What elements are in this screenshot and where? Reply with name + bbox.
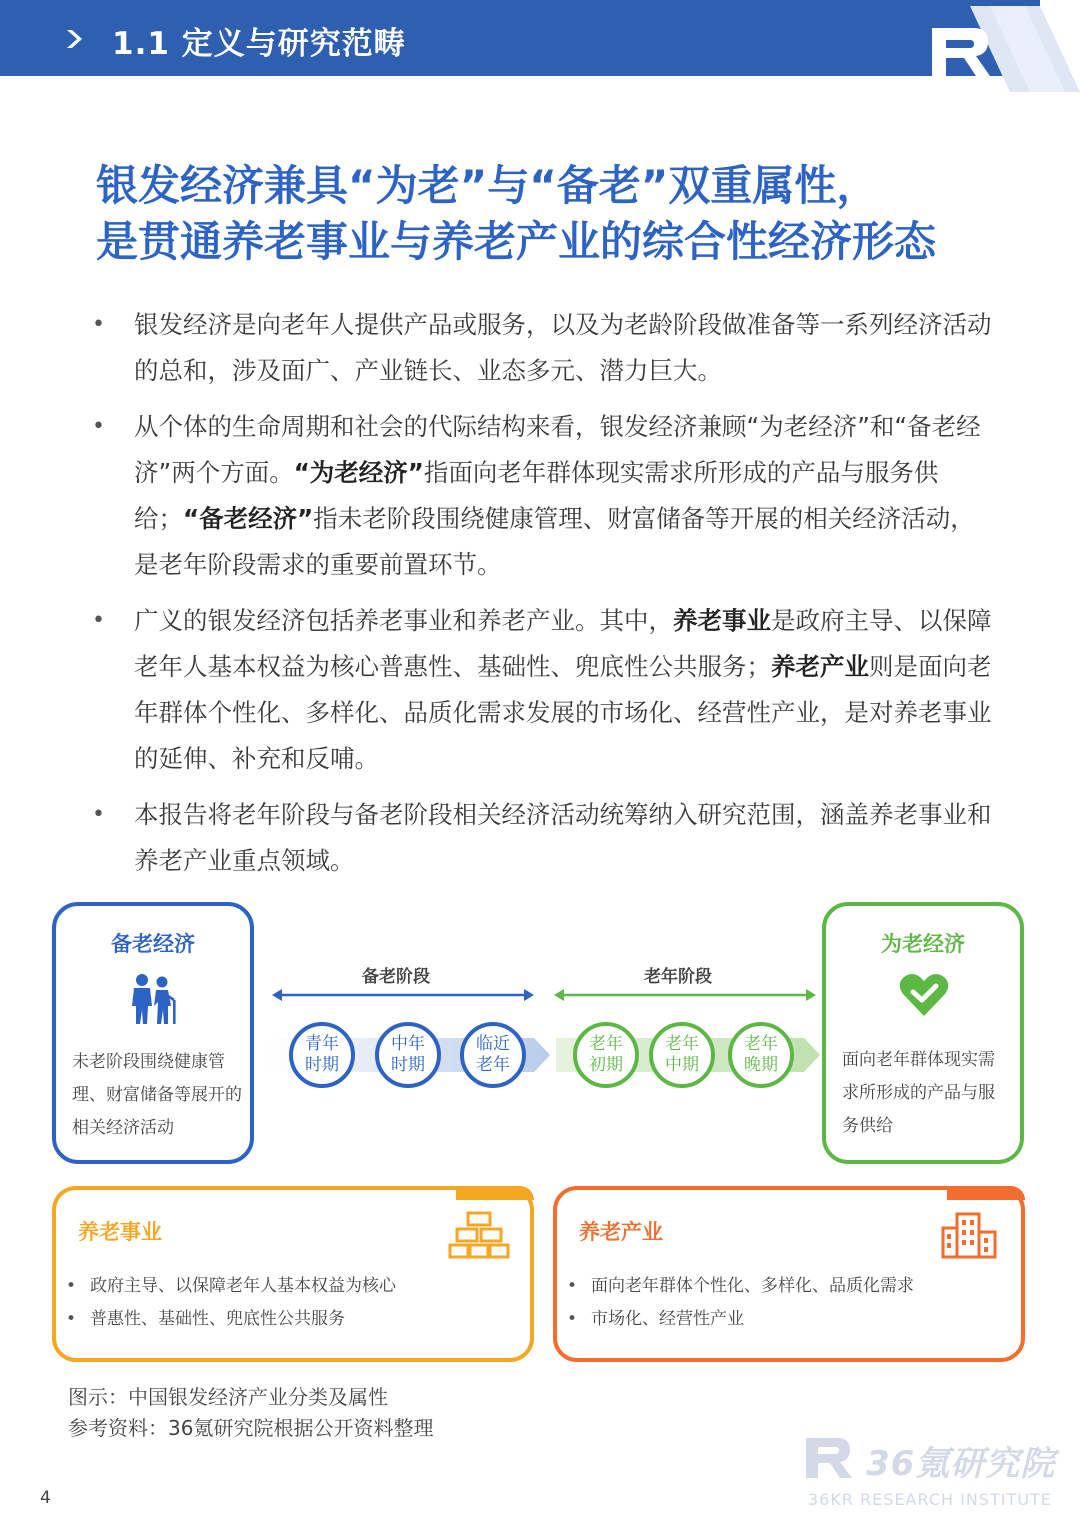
stage-circle-line: 时期 bbox=[391, 1055, 425, 1075]
aging-double-arrow bbox=[552, 986, 818, 1004]
aging-economy-box bbox=[822, 902, 1024, 1164]
stage-circle-line: 老年 bbox=[476, 1055, 510, 1075]
bullet-paragraph bbox=[88, 792, 998, 884]
stage-circle-line: 老年 bbox=[665, 1034, 699, 1054]
list-item: • 普惠性、基础性、兜底性公共服务 bbox=[66, 1303, 396, 1336]
page-number: 4 bbox=[40, 1488, 51, 1508]
stage-circle-line: 青年 bbox=[305, 1034, 339, 1054]
pre-aging-economy-box bbox=[52, 902, 254, 1164]
chevron-right-icon bbox=[64, 26, 90, 52]
bullet-paragraph bbox=[88, 302, 998, 394]
stage-circle-early-old-age bbox=[573, 1022, 639, 1088]
elderly-industry-box bbox=[553, 1186, 1025, 1362]
elderly-welfare-title: 养老事业 bbox=[78, 1220, 162, 1244]
stage-circle-line: 老年 bbox=[744, 1034, 778, 1054]
elderly-industry-title: 养老产业 bbox=[579, 1220, 663, 1244]
bullet-emphasis: “备老经济” bbox=[183, 504, 314, 533]
box-corner-accent bbox=[947, 1186, 1025, 1200]
bullet-marker: • bbox=[92, 608, 105, 633]
watermark-text: 36氪研究院 bbox=[866, 1444, 1056, 1484]
bullet-paragraph bbox=[88, 598, 998, 782]
bullet-marker: • bbox=[92, 802, 105, 827]
stage-circle-line: 临近 bbox=[476, 1034, 510, 1054]
bullet-list bbox=[88, 302, 998, 894]
pre-aging-stage-label: 备老阶段 bbox=[362, 967, 430, 987]
aging-stage-label: 老年阶段 bbox=[644, 967, 712, 987]
buildings-icon bbox=[939, 1210, 1001, 1260]
watermark-subtext: 36KR RESEARCH INSTITUTE bbox=[808, 1490, 1052, 1509]
stage-circle-line: 老年 bbox=[589, 1034, 623, 1054]
bullet-text: 指未老阶段围绕健康管理、财富储备等开展的相关经济活动，是老年阶段需求的重要前置环节。 bbox=[134, 504, 975, 579]
headline-line-1: 银发经济兼具“为老”与“备老”双重属性， bbox=[96, 161, 879, 210]
stage-circle-late-old-age bbox=[728, 1022, 794, 1088]
aging-economy-description: 面向老年群体现实需求所形成的产品与服务供给 bbox=[842, 1050, 995, 1136]
bullet-text: 从个体的生命周期和社会的代际结构来看，银发经济兼顾“为老经济”和“备老经济”两个方面。 bbox=[134, 412, 981, 487]
list-item: • 政府主导、以保障老年人基本权益为核心 bbox=[66, 1270, 396, 1303]
box-corner-accent bbox=[456, 1186, 534, 1200]
bullet-text: 广义的银发经济包括养老事业和养老产业。其中， bbox=[134, 606, 673, 635]
stage-circle-line: 时期 bbox=[305, 1055, 339, 1075]
bullet-text: 是政府主导、以保障老年人基本权益为核心普惠性、基础性、兜底性公共服务； bbox=[134, 606, 992, 681]
elderly-welfare-box bbox=[52, 1186, 534, 1362]
bullet-emphasis: “为老经济” bbox=[293, 458, 424, 487]
bullet-text: 指面向老年群体现实需求所形成的产品与服务供给； bbox=[134, 458, 939, 533]
list-item: • 面向老年群体个性化、多样化、品质化需求 bbox=[567, 1270, 914, 1303]
bullet-paragraph bbox=[88, 404, 998, 588]
36kr-logo-icon bbox=[930, 6, 1080, 92]
aging-economy-title: 为老经济 bbox=[881, 932, 965, 956]
bullet-text: 则是面向老年群体个性化、多样化、品质化需求发展的市场化、经营性产业，是对养老事业的延伸、补充和反哺。 bbox=[134, 652, 992, 773]
bullet-marker: • bbox=[92, 312, 105, 337]
heart-icon bbox=[898, 972, 950, 1020]
bullet-text: 银发经济是向老年人提供产品或服务，以及为老龄阶段做准备等一系列经济活动的总和，涉及面广、产业链长、业态多元、潜力巨大。 bbox=[134, 310, 992, 385]
elderly-couple-icon bbox=[128, 972, 180, 1026]
pre-aging-economy-title: 备老经济 bbox=[111, 932, 195, 956]
page-header bbox=[0, 0, 1080, 76]
section-title: 1.1 定义与研究范畴 bbox=[112, 26, 406, 62]
bullet-emphasis: 养老产业 bbox=[771, 652, 869, 681]
headline-line-2: 是贯通养老事业与养老产业的综合性经济形态 bbox=[96, 217, 937, 266]
bullet-marker: • bbox=[92, 414, 105, 439]
stage-circle-line: 初期 bbox=[589, 1055, 623, 1075]
stage-circle-mid-old-age bbox=[649, 1022, 715, 1088]
page-headline bbox=[96, 158, 1016, 270]
pre-aging-economy-description: 未老阶段围绕健康管理、财富储备等展开的相关经济活动 bbox=[72, 1052, 242, 1138]
elderly-industry-list bbox=[567, 1270, 914, 1336]
figure-caption bbox=[68, 1382, 433, 1444]
bullet-emphasis: 养老事业 bbox=[673, 606, 771, 635]
list-item: • 市场化、经营性产业 bbox=[567, 1303, 914, 1336]
stage-circle-middle-age bbox=[375, 1022, 441, 1088]
bullet-text: 本报告将老年阶段与备老阶段相关经济活动统筹纳入研究范围，涵盖养老事业和养老产业重点领域。 bbox=[134, 800, 992, 875]
figure-source: 参考资料：36氪研究院根据公开资料整理 bbox=[68, 1416, 434, 1440]
stage-circle-line: 晚期 bbox=[744, 1055, 778, 1075]
stacked-blocks-icon bbox=[448, 1210, 510, 1260]
pre-aging-double-arrow bbox=[270, 986, 536, 1004]
stage-circle-near-old-age bbox=[460, 1022, 526, 1088]
elderly-welfare-list bbox=[66, 1270, 396, 1336]
stage-circle-youth bbox=[289, 1022, 355, 1088]
stage-circle-line: 中期 bbox=[665, 1055, 699, 1075]
figure-title: 图示：中国银发经济产业分类及属性 bbox=[68, 1385, 388, 1409]
stage-circle-line: 中年 bbox=[391, 1034, 425, 1054]
